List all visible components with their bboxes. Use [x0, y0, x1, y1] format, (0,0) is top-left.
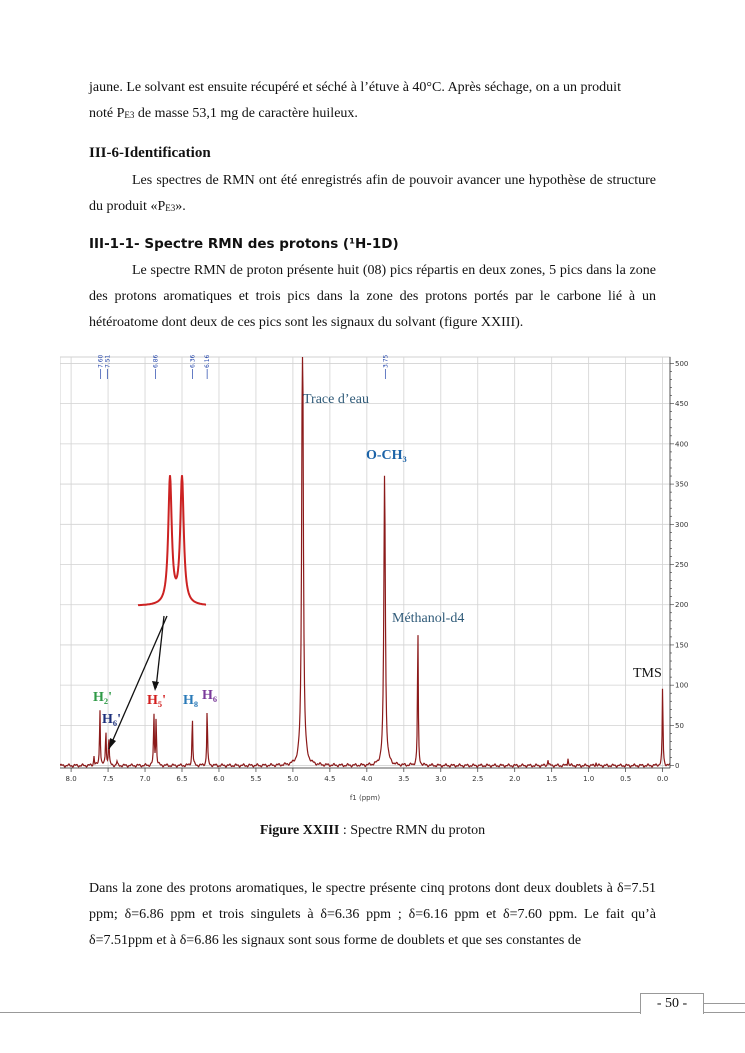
section-text-b: ».	[175, 199, 186, 214]
x-tick-label: 4.0	[361, 775, 373, 783]
subsection-title: III-1-1- Spectre RMN des protons (¹H-1D)	[89, 236, 399, 252]
label-h2-prime: H₂'	[93, 690, 112, 705]
zoom-arrow-head	[109, 738, 116, 749]
zoom-arrow-head-2	[152, 681, 159, 691]
caption-bold: Figure XXIII	[259, 823, 340, 838]
page-number: - 50 -	[640, 993, 704, 1014]
y-tick-label: 300	[675, 520, 689, 529]
label-tms: TMS	[633, 666, 662, 681]
x-tick-label: 2.0	[509, 775, 521, 783]
y-tick-label: 0	[675, 762, 680, 771]
x-tick-label: 7.5	[102, 775, 114, 783]
peak-marker-label: 3.75	[382, 354, 390, 368]
x-axis-label: f1 (ppm)	[349, 794, 381, 802]
x-tick-label: 3.5	[398, 775, 410, 783]
peak-marker-label: 6.36	[189, 354, 197, 368]
footer-rule-right	[702, 1003, 745, 1004]
label-h6: H₆	[202, 688, 218, 703]
label-methanol-d4: Méthanol-d4	[392, 611, 465, 626]
x-tick-label: 2.5	[472, 775, 484, 783]
subsection-paragraph: Le spectre RMN de proton présente huit (08) pics répartis en deux zones, 5 pics dans la zone des protons aromatiques et trois pics dans la zone des protons portés par le carbone lié à un hétéroatome dont deux de ces pics sont les signaux du solvant (figure XXIII).	[89, 263, 656, 330]
x-tick-label: 7.0	[139, 775, 151, 783]
label-och3: O-CH₃	[366, 448, 407, 463]
footer-rule	[0, 1012, 745, 1013]
peak-marker-label: 6.16	[204, 354, 212, 368]
section-title: III-6-Identification	[89, 145, 211, 161]
label-h8: H₈	[183, 693, 199, 708]
section-sub: E3	[165, 203, 176, 213]
intro-line-2b: de masse 53,1 mg de caractère huileux.	[134, 106, 358, 121]
y-tick-label: 500	[675, 359, 689, 368]
figure-caption	[0, 823, 745, 839]
closing-paragraph: Dans la zone des protons aromatiques, le spectre présente cinq protons dont deux doublets à δ=7.51 ppm; δ=6.86 ppm et trois singulets à δ=6.36 ppm ; δ=6.16 ppm et δ=7.60 ppm. Le fait qu’à δ=7.51ppm et à δ=6.86 les signaux sont sous forme de doublets et que ses constantes de	[89, 881, 656, 948]
y-tick-label: 400	[675, 440, 689, 449]
x-tick-label: 6.0	[213, 775, 225, 783]
y-tick-label: 200	[675, 601, 689, 610]
inset-doublet	[138, 475, 206, 605]
x-tick-label: 1.5	[546, 775, 558, 783]
peak-marker-label: 7.60	[97, 354, 105, 368]
x-tick-label: 5.0	[287, 775, 299, 783]
caption-text: : Spectre RMN du proton	[339, 823, 486, 838]
x-tick-label: 1.0	[583, 775, 595, 783]
x-tick-label: 6.5	[176, 775, 188, 783]
intro-line-2a: noté P	[89, 106, 125, 121]
nmr-spectrum-chart	[60, 353, 690, 803]
x-tick-label: 0.5	[620, 775, 632, 783]
section-paragraph	[89, 168, 656, 221]
label-water-trace: Trace d’eau	[303, 392, 369, 407]
y-tick-label: 250	[675, 561, 689, 570]
zoom-arrow-line-2	[156, 616, 164, 688]
x-tick-label: 3.0	[435, 775, 447, 783]
label-h6-prime: H₆'	[102, 712, 121, 727]
peak-marker-label: 6.86	[152, 354, 160, 368]
y-tick-label: 450	[675, 400, 689, 409]
intro-line-2-sub: E3	[124, 110, 135, 120]
y-tick-label: 350	[675, 480, 689, 489]
section-text-a: Les spectres de RMN ont été enregistrés afin de pouvoir avancer une hypothèse de structure du produit «P	[89, 173, 656, 214]
x-tick-label: 8.0	[65, 775, 77, 783]
x-tick-label: 5.5	[250, 775, 262, 783]
y-tick-label: 50	[675, 721, 684, 730]
y-tick-label: 100	[675, 681, 689, 690]
x-tick-label: 0.0	[657, 775, 669, 783]
y-tick-label: 150	[675, 641, 689, 650]
intro-line-1: jaune. Le solvant est ensuite récupéré et séché à l’étuve à 40°C. Après séchage, on a un produit	[89, 80, 621, 95]
x-tick-label: 4.5	[324, 775, 336, 783]
intro-paragraph	[89, 75, 656, 128]
label-h5-prime: H₅'	[147, 693, 166, 708]
peak-marker-label: 7.51	[104, 354, 112, 368]
